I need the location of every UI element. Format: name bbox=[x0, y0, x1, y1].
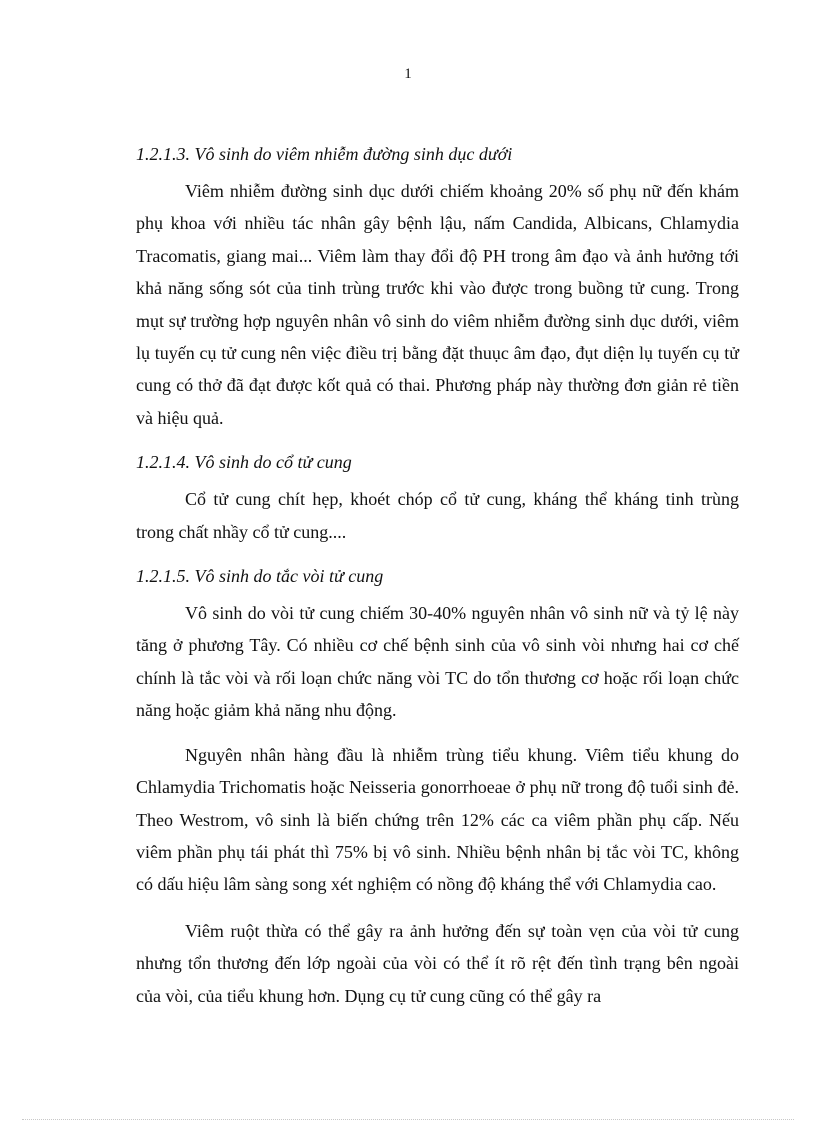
section-heading: 1.2.1.4. Vô sinh do cổ tử cung bbox=[136, 452, 352, 473]
paragraph: Vô sinh do vòi tử cung chiếm 30-40% nguyên nhân vô sinh nữ và tỷ lệ này tăng ở phương Tây. Có nhiều cơ chế bệnh sinh của vô sinh vòi nhưng hai cơ chế chính là tắc vòi và rối loạn chức năng vòi TC do tổn thương cơ hoặc rối loạn chức năng hoặc giảm khả năng nhu động. bbox=[136, 603, 739, 721]
paragraph: Nguyên nhân hàng đầu là nhiễm trùng tiểu khung. Viêm tiểu khung do Chlamydia Trichomatis hoặc Neisseria gonorrhoeae ở phụ nữ trong độ tuổi sinh đẻ. Theo Westrom, vô sinh là biến chứng trên 12% các ca viêm phần phụ cấp. Nếu viêm phần phụ tái phát thì 75% bị vô sinh. Nhiều bệnh nhân bị tắc vòi TC, không có dấu hiệu lâm sàng song xét nghiệm có nồng độ kháng thể với Chlamydia cao. bbox=[136, 744, 739, 895]
paragraph: Viêm ruột thừa có thể gây ra ảnh hưởng đến sự toàn vẹn của vòi tử cung nhưng tổn thương đến lớp ngoài của vòi có thể ít rõ rệt đến tình trạng bên ngoài của vòi, của tiểu khung hơn. Dụng cụ tử cung cũng có thể gây ra bbox=[136, 920, 739, 1006]
paragraph: Viêm nhiễm đường sinh dục dưới chiếm khoảng 20% số phụ nữ đến khám phụ khoa với nhiều tác nhân gây bệnh lậu, nấm Candida, Albicans, Chlamydia Tracomatis, giang mai... Viêm làm thay đổi độ PH trong âm đạo và ảnh hưởng tới khả năng sống sót của tinh trùng trước khi vào được trong buồng tử cung. Trong mụt sự trường hợp nguyên nhân vô sinh do viêm nhiễm đường sinh dục dưới, viêm lụ tuyến cụ tử cung nên việc điều trị bằng đặt thuục âm đạo, đụt diện lụ tuyến cụ tử cung có thở đã đạt được kốt quả có thai. Phương pháp này thường đơn giản rẻ tiền và hiệu quả. bbox=[136, 181, 739, 428]
page-bottom-divider bbox=[22, 1119, 794, 1120]
document-body bbox=[136, 138, 739, 1026]
section-1-2-1-4 bbox=[136, 446, 739, 548]
section-heading: 1.2.1.5. Vô sinh do tắc vòi tử cung bbox=[136, 566, 384, 587]
section-1-2-1-5 bbox=[136, 560, 739, 1012]
page-number: 1 bbox=[404, 66, 412, 82]
section-1-2-1-3 bbox=[136, 138, 739, 434]
section-heading: 1.2.1.3. Vô sinh do viêm nhiễm đường sinh dục dưới bbox=[136, 144, 513, 164]
paragraph: Cổ tử cung chít hẹp, khoét chóp cổ tử cung, kháng thể kháng tinh trùng trong chất nhầy cổ tử cung.... bbox=[136, 489, 739, 542]
